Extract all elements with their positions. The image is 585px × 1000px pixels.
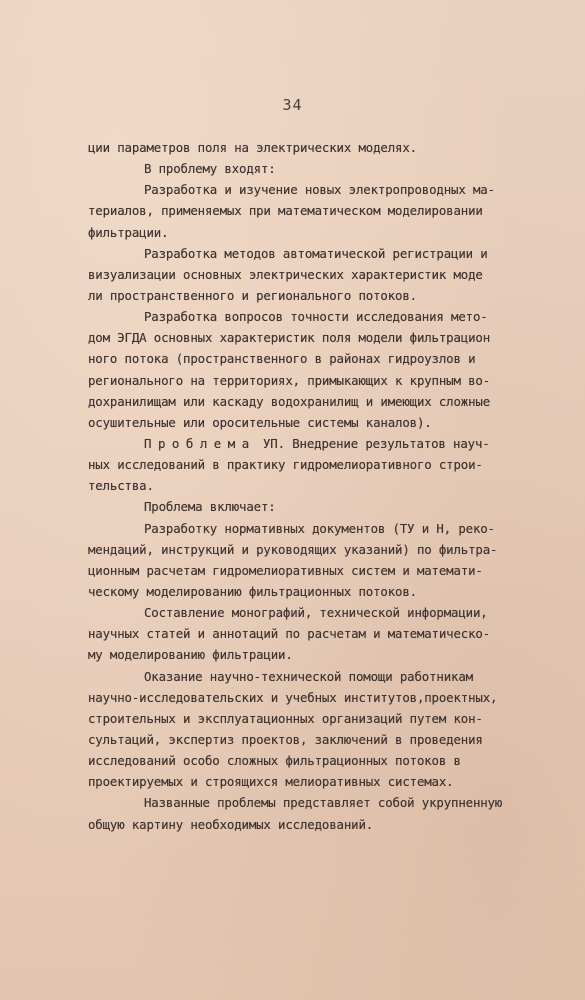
- text-line: ного потока (пространственного в районах гидроузлов и: [88, 351, 476, 367]
- text-line: сультаций, экспертиз проектов, заключений в проведения: [88, 731, 483, 747]
- text-line: научно-исследовательских и учебных институтов,проектных,: [88, 689, 498, 705]
- text-line: Оказание научно-технической помощи работникам: [144, 668, 473, 684]
- text-line: Проблема включает:: [144, 499, 276, 515]
- text-line: осушительные или оросительные системы каналов).: [88, 414, 432, 430]
- text-line: общую картину необходимых исследований.: [88, 816, 374, 832]
- text-line: тельства.: [88, 478, 154, 494]
- page-number: 34: [282, 96, 303, 114]
- text-line: му моделированию фильтрации.: [88, 647, 293, 663]
- text-line: ционным расчетам гидромелиоративных систем и математи-: [88, 562, 483, 578]
- text-line: Разработку нормативных документов (ТУ и Н, реко-: [144, 520, 495, 536]
- text-line: проектируемых и строящихся мелиоративных системах.: [88, 774, 454, 790]
- text-line: визуализации основных электрических характеристик моде: [88, 266, 483, 282]
- body-text: [88, 137, 573, 835]
- spaced-heading-word: Проблема: [144, 435, 256, 451]
- text-line: строительных и эксплуатационных организаций путем кон-: [88, 710, 483, 726]
- text-line: Разработка и изучение новых электропроводных ма-: [144, 182, 495, 198]
- text-line: регионального на территориях, примыкающих к крупным во-: [88, 372, 491, 388]
- text-line: исследований особо сложных фильтрационных потоков в: [88, 753, 461, 769]
- text-line: Составление монографий, технической информации,: [144, 605, 488, 621]
- text-line: ческому моделированию фильтрационных потоков.: [88, 583, 417, 599]
- text-line: Разработка вопросов точности исследования мето-: [144, 309, 488, 325]
- text-line: ли пространственного и регионального потоков.: [88, 287, 417, 303]
- text-line: териалов, применяемых при математическом моделировании: [88, 203, 483, 219]
- text-line: дохранилищам или каскаду водохранилищ и имеющих сложные: [88, 393, 491, 409]
- text-line: ных исследований в практику гидромелиоративного строи-: [88, 457, 483, 473]
- text-line: мендаций, инструкций и руководящих указаний) по фильтра-: [88, 541, 498, 557]
- text-line: ции параметров поля на электрических моделях.: [88, 140, 417, 155]
- text-line: Названные проблемы представляет собой укрупненную: [144, 795, 503, 811]
- text-line: дом ЭГДА основных характеристик поля модели фильтрацион: [88, 330, 491, 346]
- text-line: Разработка методов автоматической регистрации и: [144, 245, 488, 261]
- text-line: [88, 433, 573, 454]
- text-line: В проблему входят:: [144, 161, 276, 177]
- text-line: научных статей и аннотаций по расчетам и математическо-: [88, 626, 491, 642]
- line-rest: УП. Внедрение результатов науч-: [255, 435, 490, 451]
- text-line: фильтрации.: [88, 224, 169, 240]
